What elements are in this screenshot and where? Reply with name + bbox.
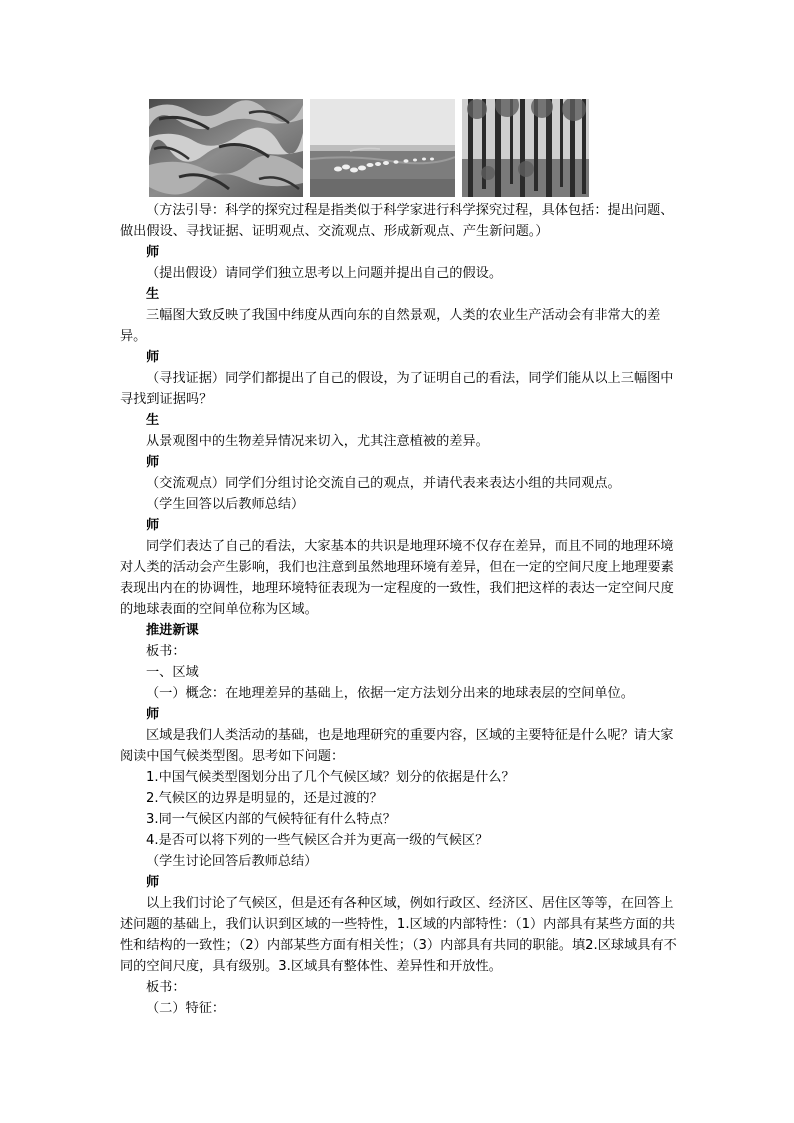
paragraph-stage-note: （学生讨论回答后教师总结）	[146, 854, 318, 869]
paragraph-region-definition-intro: 同学们表达了自己的看法，大家基本的共识是地理环境不仅存在差异，而且不同的地理环境对人类的活动会产生影响，我们也注意到虽然地理环境有差异，但在一定的空间尺度上地理要素表现出内在的协调性，地理环境特征表现为一定程度的一致性，我们把这样的表达一定空间尺度的地球表面的空间单位称为区域。	[120, 539, 674, 617]
paragraph-method-guide: （方法引导：科学的探究过程是指类似于科学家进行科学探究过程，具体包括：提出问题、做出假设、寻找证据、证明观点、交流观点、形成新观点、产生新问题。）	[120, 203, 674, 239]
desert-dunes-photo	[149, 99, 303, 197]
section-heading-new-lesson: 推进新课	[146, 623, 199, 638]
heading-region: 一、区域	[146, 665, 199, 680]
paragraph-stage-note: （学生回答以后教师总结）	[146, 497, 305, 512]
paragraph-board-note: 板书：	[146, 980, 186, 995]
paragraph-hypothesis: （提出假设）请同学们独立思考以上问题并提出自己的假设。	[146, 266, 503, 281]
paragraph-student-answer: 三幅图大致反映了我国中纬度从西向东的自然景观，人类的农业生产活动会有非常大的差异。	[120, 308, 661, 344]
speaker-teacher: 师	[146, 245, 160, 260]
question-item-4: 4.是否可以将下列的一些气候区合并为更高一级的气候区？	[146, 833, 489, 848]
paragraph-board-note: 板书：	[146, 644, 186, 659]
speaker-student: 生	[146, 413, 160, 428]
heading-features: （二）特征：	[146, 1001, 226, 1016]
paragraph-region-question: 区域是我们人类活动的基础，也是地理研究的重要内容，区域的主要特征是什么呢？请大家阅读中国气候类型图。思考如下问题：	[120, 728, 674, 764]
paragraph-region-features: 以上我们讨论了气候区，但是还有各种区域，例如行政区、经济区、居住区等等，在回答上述问题的基础上，我们认识到区域的一些特性，1.区域的内部特性：（1）内部具有某些方面的共性和结构的一致性；（2）内部某些方面有相关性；（3）内部具有共同的职能。填2.区球域具有不同的空间尺度，具有级别。3.区域具有整体性、差异性和开放性。	[120, 896, 677, 974]
landscape-photos	[149, 99, 589, 197]
paragraph-find-evidence: （寻找证据）同学们都提出了自己的假设，为了证明自己的看法，同学们能从以上三幅图中寻找到证据吗？	[120, 371, 674, 407]
speaker-teacher: 师	[146, 455, 160, 470]
speaker-teacher: 师	[146, 707, 160, 722]
speaker-teacher: 师	[146, 875, 160, 890]
question-item-3: 3.同一气候区内部的气候特征有什么特点？	[146, 812, 396, 827]
speaker-student: 生	[146, 287, 160, 302]
speaker-teacher: 师	[146, 350, 160, 365]
lesson-text	[120, 200, 680, 1019]
question-item-2: 2.气候区的边界是明显的，还是过渡的？	[146, 791, 383, 806]
paragraph-exchange-views: （交流观点）同学们分组讨论交流自己的观点，并请代表来表达小组的共同观点。	[146, 476, 621, 491]
forest-trees-photo	[462, 99, 589, 197]
paragraph-student-evidence: 从景观图中的生物差异情况来切入，尤其注意植被的差异。	[146, 434, 489, 449]
question-item-1: 1.中国气候类型图划分出了几个气候区域？划分的依据是什么？	[146, 770, 515, 785]
grassland-sheep-photo	[310, 99, 455, 197]
paragraph-concept: （一）概念：在地理差异的基础上，依据一定方法划分出来的地球表层的空间单位。	[146, 686, 634, 701]
speaker-teacher: 师	[146, 518, 160, 533]
